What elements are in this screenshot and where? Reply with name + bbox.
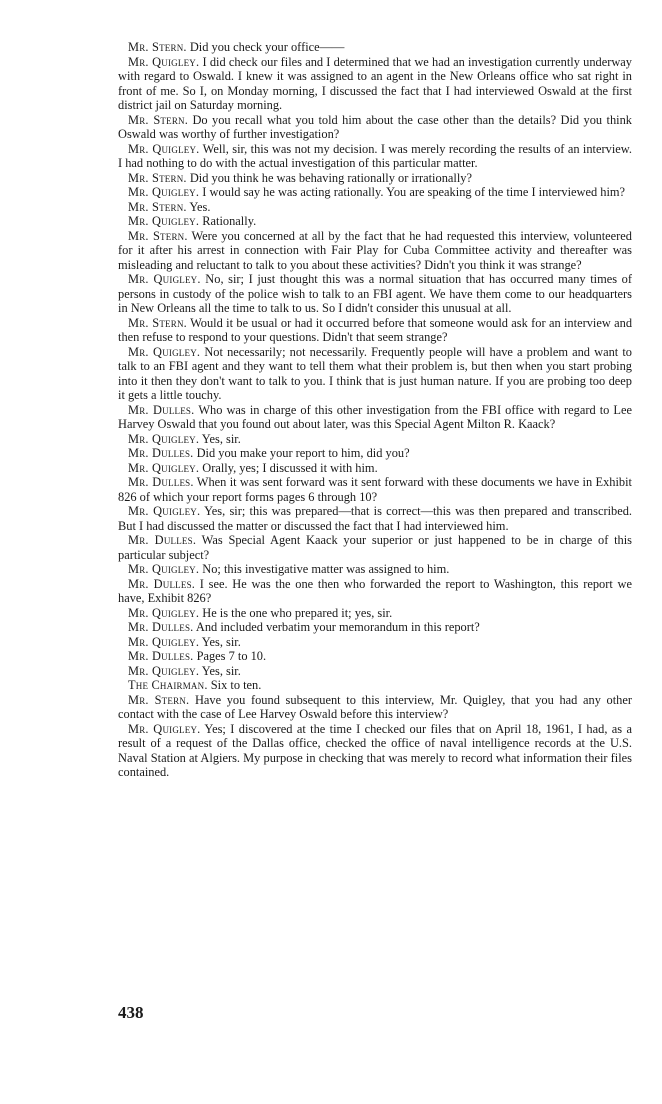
- paragraph-text: Did you make your report to him, did you?: [196, 446, 410, 460]
- transcript-paragraph: [118, 722, 632, 780]
- transcript-paragraph: [118, 214, 632, 229]
- paragraph-text: I did check our files and I determined that we had an investigation currently underway with regard to Oswald. I knew it was assigned to an agent in the New Orleans office who sat right in front of me. So I, on Monday morning, I discussed the fact that I had interviewed Oswald at the first district jail on Saturday morning.: [118, 54, 633, 112]
- transcript-paragraph: [118, 200, 632, 215]
- speaker-label: Mr. Quigley.: [128, 460, 200, 475]
- transcript-paragraph: [118, 577, 632, 606]
- speaker-label: Mr. Stern.: [128, 692, 190, 707]
- paragraph-text: No, sir; I just thought this was a normal situation that has occurred many times of persons in custody of the police wish to talk to an FBI agent. We have them come to our headquarters in New Orleans all the time to talk to us. So I didn't consider this unusual at all.: [118, 272, 632, 315]
- paragraph-text: Yes, sir; this was prepared—that is correct—this was then prepared and transcribed. But I had discussed the matter or discussed the fact that I had interviewed him.: [118, 504, 633, 533]
- speaker-label: Mr. Dulles.: [128, 649, 194, 663]
- speaker-label: Mr. Stern.: [128, 40, 187, 54]
- paragraph-text: Did you think he was behaving rationally or irrationally?: [189, 170, 472, 185]
- speaker-label: Mr. Dulles.: [128, 475, 194, 489]
- transcript-paragraph: [118, 171, 632, 186]
- transcript-paragraph: [118, 678, 632, 693]
- paragraph-text: Were you concerned at all by the fact that he had requested this interview, volunteered for it after his arrest in connection with Fair Play for Cuba Committee activity and thereafter was misleading and reluctant to talk to you about these activities? Didn't you think it was strange?: [118, 228, 632, 272]
- paragraph-text: Yes, sir.: [201, 634, 241, 649]
- paragraph-text: Yes; I discovered at the time I checked our files that on April 18, 1961, I had, as a result of a request of the Dallas office, checked the office of naval intelligence records at the U.S. Naval Station at Algiers. My purpose in checking that was merely to record what information their files contained.: [118, 721, 633, 779]
- page-number: 438: [118, 1003, 144, 1022]
- paragraph-text: Yes, sir.: [201, 663, 241, 678]
- transcript-paragraph: [118, 229, 632, 273]
- paragraph-text: Yes, sir.: [201, 431, 241, 446]
- transcript-paragraph: [118, 432, 632, 447]
- speaker-label: Mr. Stern.: [128, 170, 187, 185]
- transcript-paragraph: [118, 504, 632, 533]
- speaker-label: Mr. Dulles.: [128, 402, 195, 417]
- paragraph-text: Do you recall what you told him about the case other than the details? Did you think Oswald was worthy of further investigation?: [118, 112, 632, 141]
- speaker-label: Mr. Quigley.: [128, 634, 200, 649]
- transcript-paragraph: [118, 693, 632, 722]
- transcript-paragraph: [118, 316, 632, 345]
- transcript-paragraph: [118, 461, 632, 476]
- transcript-paragraph: [118, 272, 632, 316]
- speaker-label: Mr. Dulles.: [128, 446, 194, 460]
- paragraph-text: Yes.: [189, 199, 211, 214]
- speaker-label: Mr. Quigley.: [128, 562, 200, 576]
- speaker-label: Mr. Quigley.: [128, 663, 200, 678]
- speaker-label: Mr. Quigley.: [128, 214, 200, 228]
- transcript-paragraph: [118, 533, 632, 562]
- speaker-label: Mr. Stern.: [128, 315, 187, 330]
- transcript-paragraph: [118, 649, 632, 664]
- paragraph-text: Rationally.: [202, 214, 257, 228]
- speaker-label: Mr. Stern.: [128, 199, 187, 214]
- transcript-paragraph: [118, 620, 632, 635]
- paragraph-text: Was Special Agent Kaack your superior or just happened to be in charge of this particular subject?: [118, 533, 632, 562]
- paragraph-text: When it was sent forward was it sent forward with these documents we have in Exhibit 826 of which your report forms pages 6 through 10?: [118, 475, 632, 504]
- transcript-paragraph: [118, 185, 632, 200]
- paragraph-text: Have you found subsequent to this interview, Mr. Quigley, that you had any other contact with the case of Lee Harvey Oswald before this interview?: [118, 692, 633, 721]
- paragraph-text: Well, sir, this was not my decision. I was merely recording the results of an interview. I had nothing to do with the actual investigation of this particular matter.: [118, 141, 633, 170]
- paragraph-text: He is the one who prepared it; yes, sir.: [202, 605, 393, 620]
- transcript-paragraph: [118, 562, 632, 577]
- paragraph-text: Would it be usual or had it occurred before that someone would ask for an interview and then refuse to respond to your questions. Didn't that seem strange?: [118, 315, 633, 344]
- speaker-label: Mr. Quigley.: [128, 605, 200, 620]
- transcript-paragraph: [118, 606, 632, 621]
- transcript-paragraph: [118, 40, 632, 55]
- speaker-label: Mr. Dulles.: [128, 576, 196, 591]
- speaker-label: Mr. Quigley.: [128, 141, 200, 156]
- speaker-label: Mr. Quigley.: [128, 431, 200, 446]
- speaker-label: Mr. Quigley.: [128, 54, 200, 69]
- paragraph-text: Not necessarily; not necessarily. Frequently people will have a problem and want to talk to an FBI agent and they want to tell them what their problem is, but then when you start probing into it then they don't want to talk to you. I think that is just human nature. If you are probing too deep it gets a little touchy.: [118, 344, 632, 402]
- speaker-label: Mr. Quigley.: [128, 185, 200, 199]
- transcript-paragraph: [118, 345, 632, 403]
- paragraph-text: Did you check your office——: [189, 40, 345, 54]
- paragraph-text: And included verbatim your memorandum in this report?: [195, 620, 480, 634]
- speaker-label: The Chairman.: [128, 678, 208, 692]
- speaker-label: Mr. Quigley.: [128, 504, 201, 518]
- transcript-paragraph: [118, 446, 632, 461]
- paragraph-text: No; this investigative matter was assigned to him.: [202, 562, 450, 576]
- paragraph-text: Orally, yes; I discussed it with him.: [202, 460, 378, 475]
- paragraph-text: I would say he was acting rationally. You are speaking of the time I interviewed him?: [202, 185, 626, 199]
- paragraph-text: Pages 7 to 10.: [196, 649, 267, 663]
- speaker-label: Mr. Quigley.: [128, 721, 201, 736]
- speaker-label: Mr. Quigley.: [128, 344, 201, 359]
- speaker-label: Mr. Dulles.: [128, 533, 197, 547]
- transcript-paragraph: [118, 113, 632, 142]
- transcript-page: [118, 40, 632, 780]
- paragraph-text: Six to ten.: [210, 678, 262, 692]
- transcript-paragraph: [118, 475, 632, 504]
- paragraph-text: Who was in charge of this other investigation from the FBI office with regard to Lee Harvey Oswald that you found out about later, was this Special Agent Milton R. Kaack?: [118, 402, 632, 431]
- speaker-label: Mr. Stern.: [128, 112, 189, 127]
- transcript-paragraph: [118, 142, 632, 171]
- transcript-paragraph: [118, 664, 632, 679]
- transcript-paragraph: [118, 635, 632, 650]
- transcript-paragraph: [118, 403, 632, 432]
- transcript-paragraph: [118, 55, 632, 113]
- speaker-label: Mr. Stern.: [128, 228, 188, 243]
- speaker-label: Mr. Dulles.: [128, 620, 194, 634]
- speaker-label: Mr. Quigley.: [128, 272, 201, 286]
- paragraph-text: I see. He was the one then who forwarded the report to Washington, this report we have, Exhibit 826?: [118, 576, 632, 605]
